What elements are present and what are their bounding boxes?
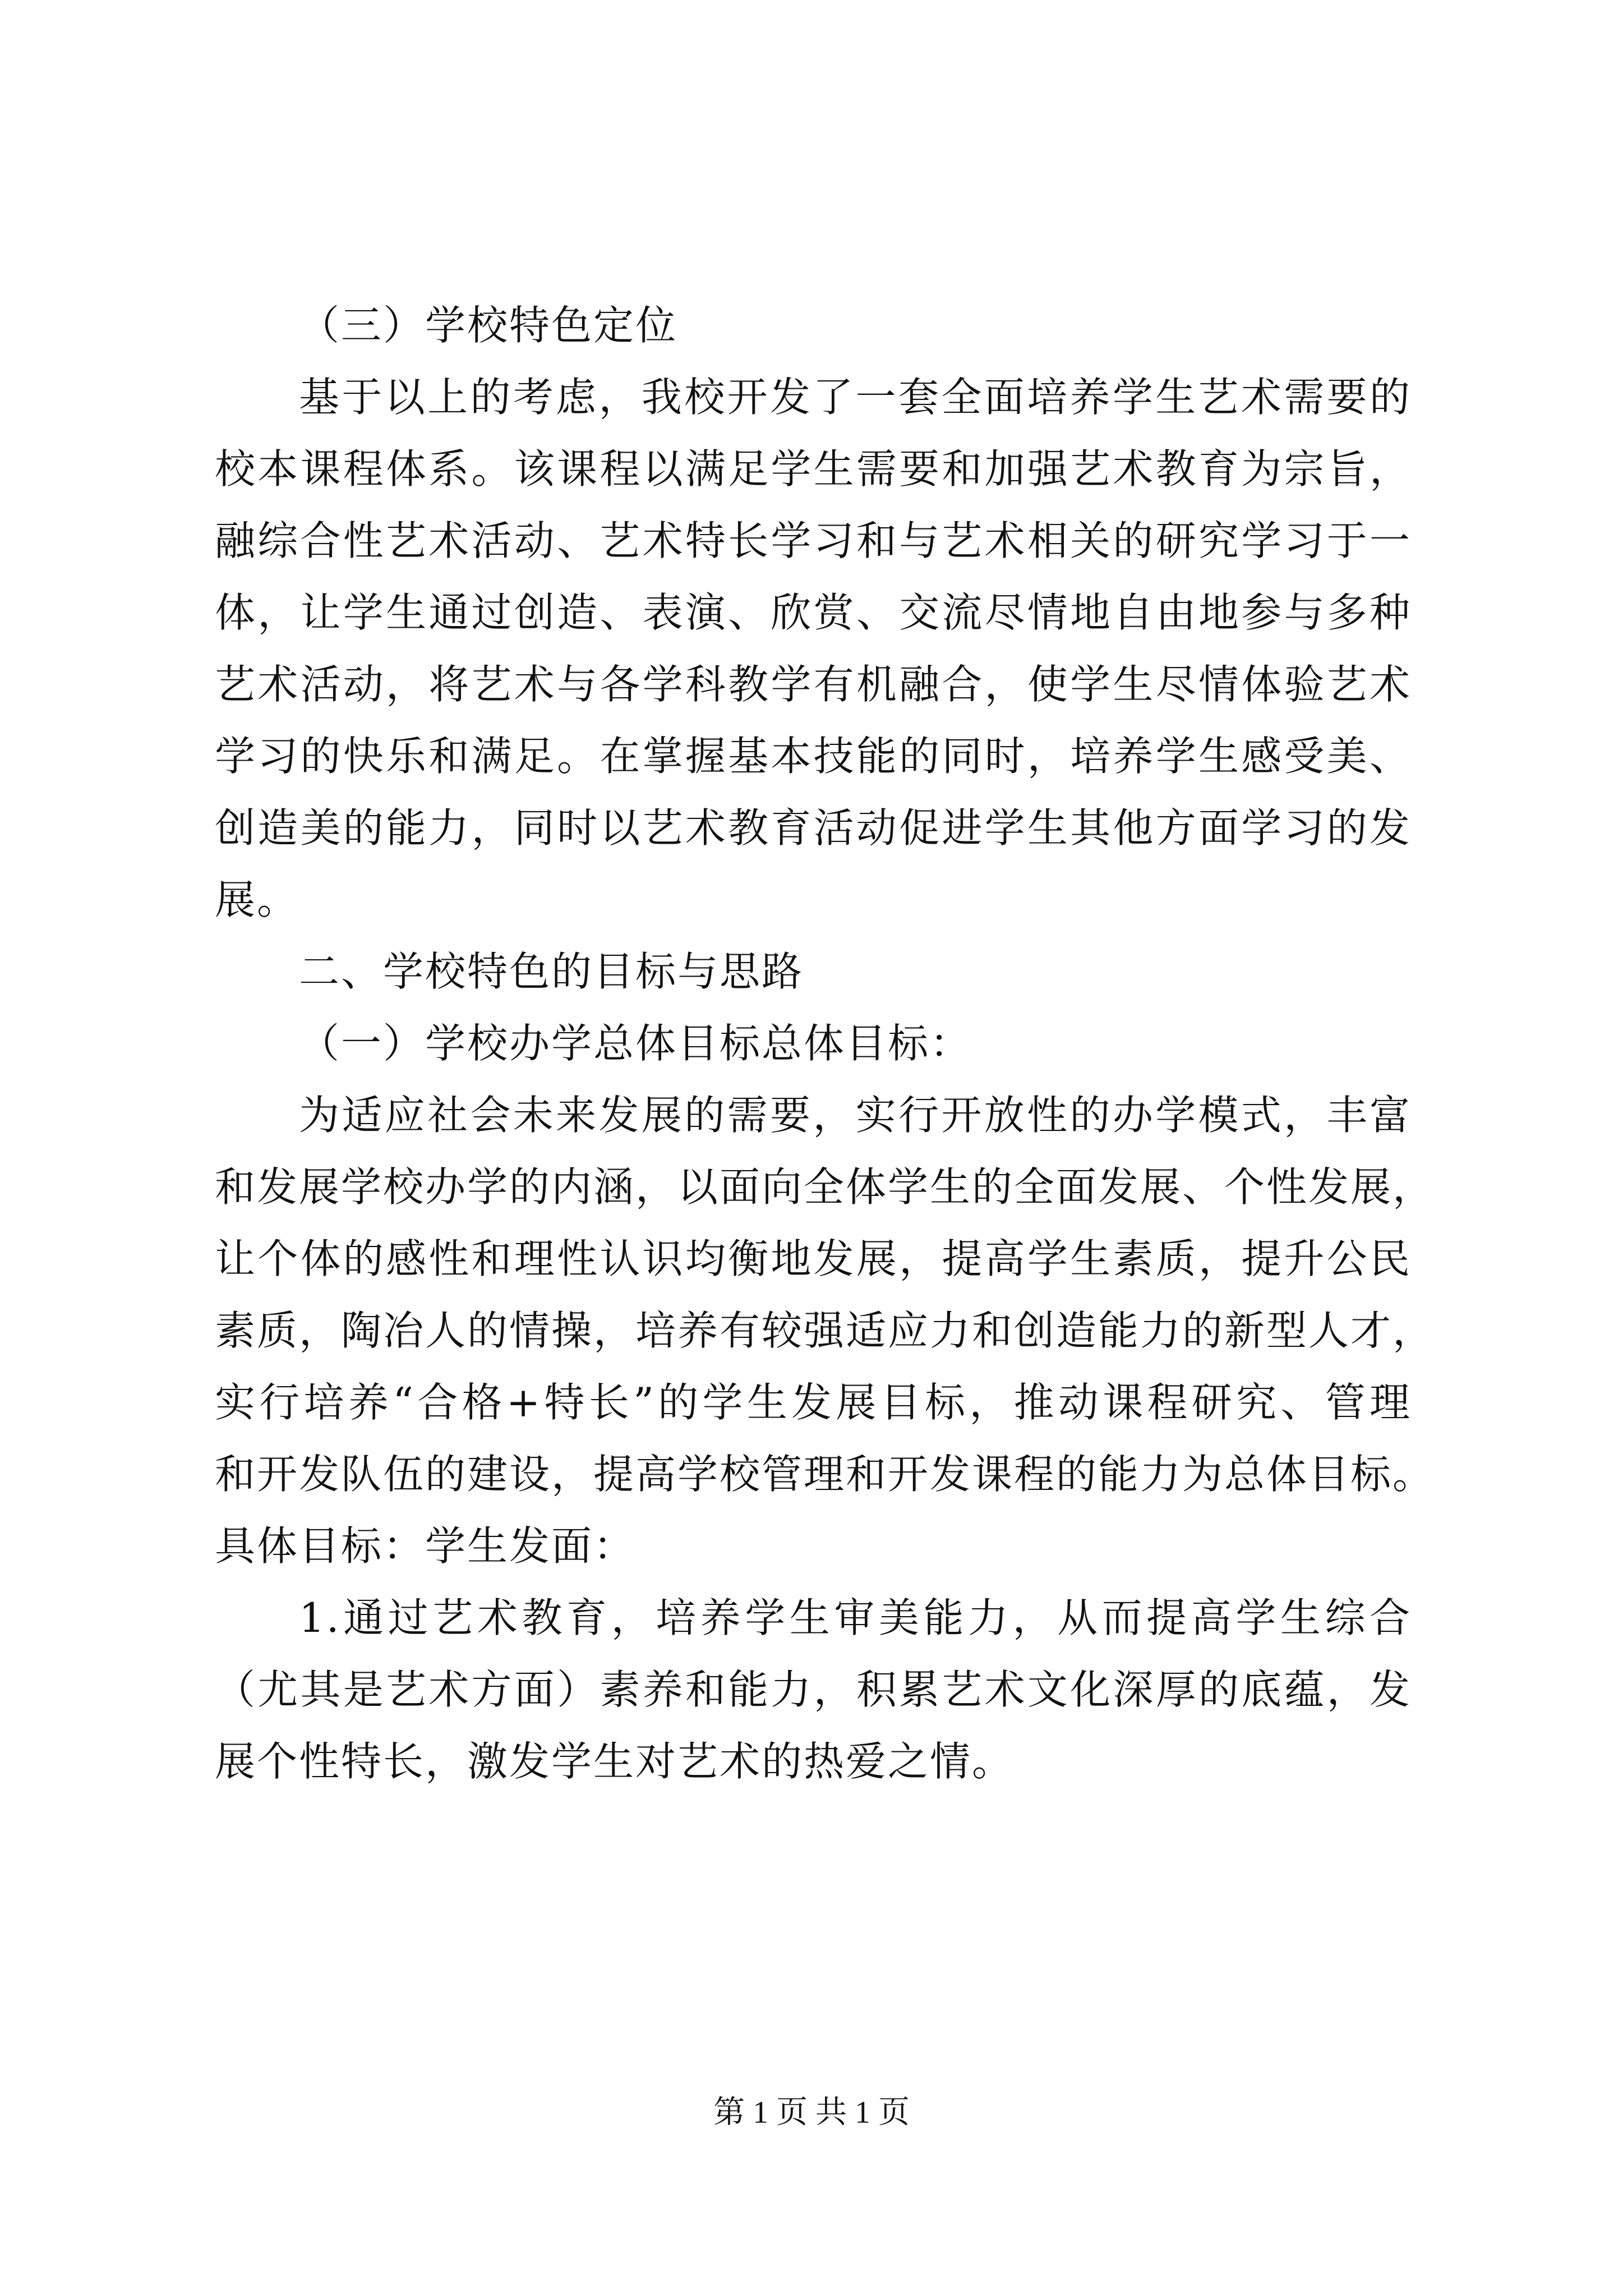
paragraph-line: 体，让学生通过创造、表演、欣赏、交流尽情地自由地参与多种	[215, 589, 1412, 636]
paragraph-line: 校本课程体系。该课程以满足学生需要和加强艺术教育为宗旨，	[215, 445, 1412, 493]
paragraph-line: 创造美的能力，同时以艺术教育活动促进学生其他方面学习的发	[215, 804, 1412, 852]
paragraph-line: 基于以上的考虑，我校开发了一套全面培养学生艺术需要的	[299, 374, 1412, 421]
paragraph-line: 学习的快乐和满足。在掌握基本技能的同时，培养学生感受美、	[215, 733, 1412, 780]
paragraph-line: （尤其是艺术方面）素养和能力，积累艺术文化深厚的底蕴，发	[215, 1666, 1412, 1713]
heading-goals-and-ideas: 二、学校特色的目标与思路	[299, 948, 804, 995]
paragraph-line: 素质，陶冶人的情操，培养有较强适应力和创造能力的新型人才，	[215, 1307, 1435, 1354]
paragraph-line: 为适应社会未来发展的需要，实行开放性的办学模式，丰富	[299, 1092, 1412, 1139]
paragraph-line: 实行培养“合格+特长”的学生发展目标，推动课程研究、管理	[215, 1379, 1412, 1426]
page-number-footer: 第 1 页 共 1 页	[713, 2095, 910, 2130]
paragraph-line: 艺术活动，将艺术与各学科教学有机融合，使学生尽情体验艺术	[215, 661, 1412, 708]
paragraph-line: 展个性特长，激发学生对艺术的热爱之情。	[215, 1738, 1015, 1785]
heading-school-feature-positioning: （三）学校特色定位	[299, 302, 678, 349]
paragraph-line: 和发展学校办学的内涵，以面向全体学生的全面发展、个性发展，	[215, 1163, 1435, 1211]
paragraph-line: 融综合性艺术活动、艺术特长学习和与艺术相关的研究学习于一	[215, 517, 1412, 564]
paragraph-line: 让个体的感性和理性认识均衡地发展，提高学生素质，提升公民	[215, 1235, 1412, 1282]
paragraph-line: 1.通过艺术教育，培养学生审美能力，从而提高学生综合	[299, 1594, 1412, 1641]
paragraph-line: 具体目标：学生发面：	[215, 1522, 636, 1570]
paragraph-line: 展。	[215, 876, 299, 923]
heading-overall-goal: （一）学校办学总体目标总体目标：	[299, 1020, 972, 1067]
paragraph-line: 和开发队伍的建设，提高学校管理和开发课程的能力为总体目标。	[215, 1451, 1435, 1498]
